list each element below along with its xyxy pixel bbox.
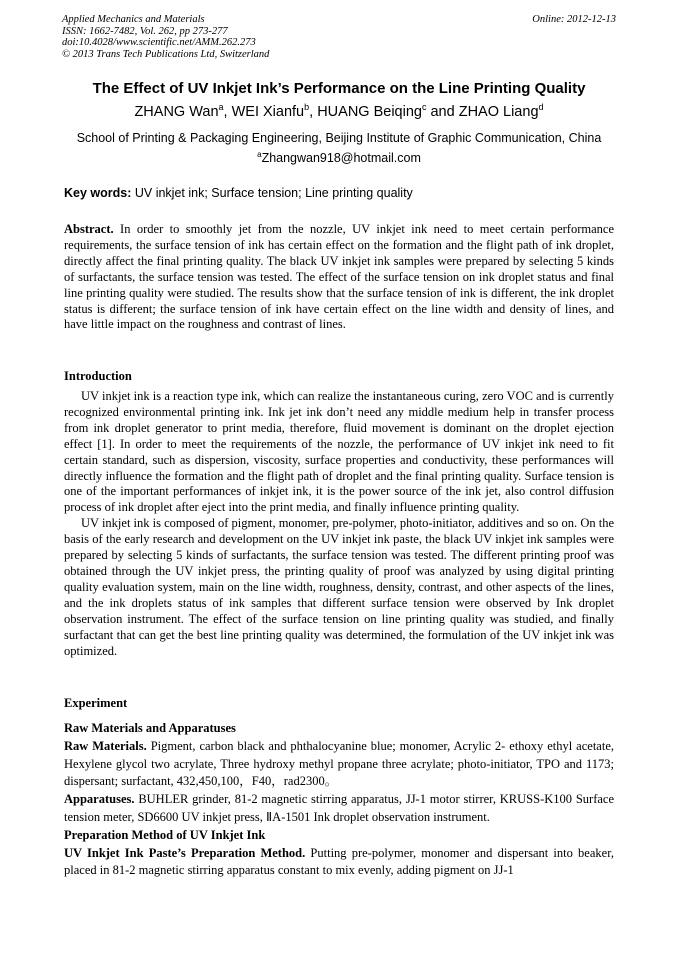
issn-line: ISSN: 1662-7482, Vol. 262, pp 273-277 <box>62 25 228 37</box>
copyright-line: © 2013 Trans Tech Publications Ltd, Switzerland <box>62 48 270 60</box>
keywords <box>64 186 413 200</box>
raw-materials-paragraph <box>64 738 614 791</box>
author-separator: , <box>223 104 232 120</box>
preparation-paragraph <box>64 845 614 881</box>
subsection-raw-materials: Raw Materials and Apparatuses <box>64 721 236 735</box>
author-mark: c <box>421 102 427 112</box>
apparatuses-label: Apparatuses. <box>64 792 135 807</box>
author-list <box>0 104 678 120</box>
author-separator: and <box>426 104 459 120</box>
preparation-label: UV Inkjet Ink Paste’s Preparation Method. <box>64 845 306 860</box>
author-email <box>0 151 678 165</box>
doi-line[interactable]: doi:10.4028/www.scientific.net/AMM.262.273 <box>62 37 256 48</box>
abstract <box>64 222 614 333</box>
introduction-body <box>64 389 614 659</box>
keywords-label: Key words: <box>64 186 132 200</box>
email-address[interactable]: Zhangwan918@hotmail.com <box>261 151 421 165</box>
introduction-paragraph: UV inkjet ink is composed of pigment, monomer, pre-polymer, photo-initiator, additives and so on. On the basis of the early research and development on the UV inkjet ink paste, the black UV inkjet ink samples were prepared by selecting 5 kinds of surfactants, the surface tension was tested. The different printing proof was obtained through the UV inkjet press, the printing quality of proof was analyzed by using digital printing quality evaluation system, main on the line width, roughness, density, contrast, and other aspects of the lines, and the ink droplets status of ink samples that different surface tension were observed by Ink droplet observation instrument. The effect of the surface tension on line printing quality was studied, and finally surfactant that can get the best line printing quality was determined, the formulation of the UV inkjet ink was optimized. <box>64 516 614 658</box>
author-mark: d <box>538 102 544 112</box>
apparatuses-text: BUHLER grinder, 81-2 magnetic stirring apparatus, JJ-1 motor stirrer, KRUSS-K100 Surface tension meter, SD6600 UV inkjet press, ⅡA-1501 Ink droplet observation instrument. <box>64 792 614 824</box>
online-date: Online: 2012-12-13 <box>532 14 616 25</box>
raw-materials-label: Raw Materials. <box>64 738 147 753</box>
apparatuses-paragraph <box>64 791 614 827</box>
subsection-preparation: Preparation Method of UV Inkjet Ink <box>64 827 266 842</box>
introduction-heading: Introduction <box>64 369 132 383</box>
introduction-paragraph: UV inkjet ink is a reaction type ink, which can realize the instantaneous curing, zero VOC and is currently recognized environmental printing ink. Ink jet ink don’t need any middle medium help in transfer process from ink droplet generator to print media, therefore, fluid movement is dominant on the droplet ejection effect [1]. In order to meet the requirements of the nozzle, the performance of UV inkjet ink need to fit certain standard, such as dispersion, viscosity, surface properties and conductivity, these performances will directly influence the formation and the flight path of droplet and the final printing quality. Surface tension is one of the important performances of inkjet ink, it is the power source of the ink jet, also control diffusion process of ink droplet after eject into the print media, and finally influence printing quality. <box>64 389 614 515</box>
keywords-text: UV inkjet ink; Surface tension; Line printing quality <box>131 186 413 200</box>
author-name: ZHAO Liang <box>458 104 539 120</box>
author-mark: a <box>218 102 224 112</box>
preparation-text: Putting pre-polymer, monomer and dispersant into beaker, placed in 81-2 magnetic stirring apparatus constant to mix evenly, adding pigment on JJ-1 <box>64 845 614 878</box>
experiment-body <box>64 720 614 880</box>
affiliation: School of Printing & Packaging Engineering, Beijing Institute of Graphic Communication, China <box>76 131 602 145</box>
author-name: ZHANG Wan <box>134 104 219 120</box>
paper-title: The Effect of UV Inkjet Ink’s Performance on the Line Printing Quality <box>92 80 586 97</box>
abstract-label: Abstract. <box>64 222 114 236</box>
raw-materials-text: Pigment, carbon black and phthalocyanine blue; monomer, Acrylic 2- ethoxy ethyl acetate, Hexylene glycol two acrylate, Three hydroxy methyl propane three acrylate; photo-initiator, TPO and 1173; dispersant; surfactant, 432,450,100，F40，rad2300。 <box>64 738 614 789</box>
journal-name: Applied Mechanics and Materials <box>62 14 205 25</box>
author-name: HUANG Beiqing <box>317 104 422 120</box>
author-separator: , <box>309 104 318 120</box>
journal-header <box>62 14 269 60</box>
email-mark: a <box>257 150 262 159</box>
author-mark: b <box>304 102 310 112</box>
author-name: WEI Xianfu <box>231 104 305 120</box>
abstract-text: In order to smoothly jet from the nozzle, UV inkjet ink need to meet certain performance requirements, the surface tension of ink has certain effect on the formation and the flight path of ink droplet, directly affect the final printing quality. The black UV inkjet ink samples were prepared by selecting 5 kinds of surfactants, the surface tension was tested. The effect of the surface tension on ink droplet status and final line printing quality were studied. The results show that the surface tension of ink is different, the ink droplet status is different; the surface tension of ink have certain effect on the line width and density of lines, and have little impact on the roughness and contrast of lines. <box>64 222 614 332</box>
experiment-heading: Experiment <box>64 696 128 710</box>
